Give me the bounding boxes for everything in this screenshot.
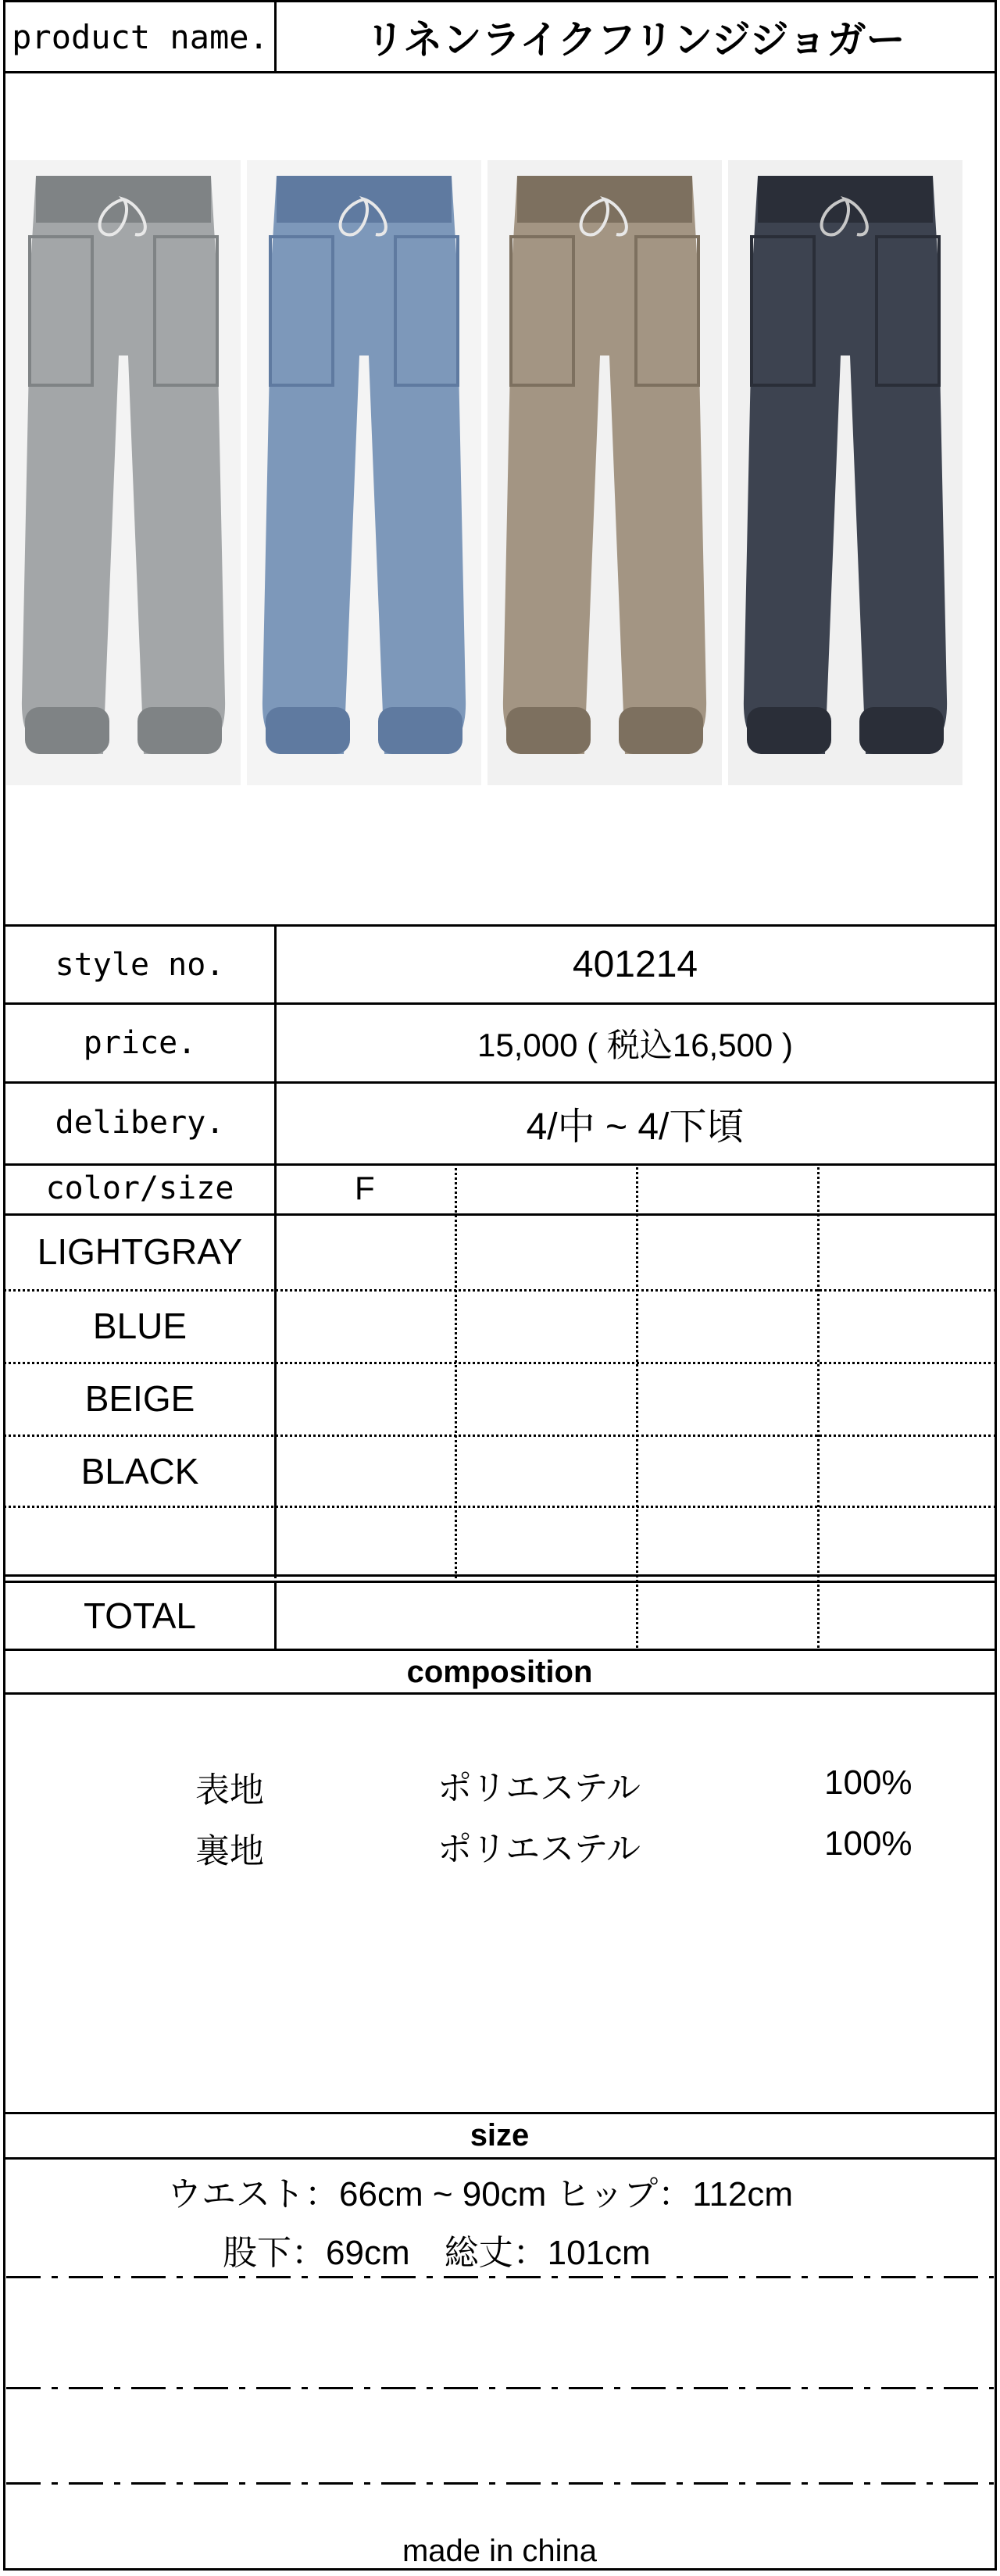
product-photo xyxy=(488,160,722,785)
product-name-label: product name. xyxy=(12,17,269,56)
divider xyxy=(274,1163,277,1578)
color-row-label: BLACK xyxy=(80,1451,199,1492)
composition-percent: 100% xyxy=(824,1824,912,1863)
price-label: price. xyxy=(83,1025,197,1061)
size-header: F xyxy=(355,1170,375,1206)
divider xyxy=(274,1581,277,1650)
composition-part: 裏地 xyxy=(195,1832,264,1870)
composition-material: ポリエステル xyxy=(438,1830,641,1868)
size-header xyxy=(820,1166,994,1211)
composition-material: ポリエステル xyxy=(438,1769,641,1807)
color-row-label: BEIGE xyxy=(84,1378,195,1419)
divider xyxy=(3,2157,997,2160)
delivery-label: delibery. xyxy=(55,1105,225,1141)
color-row-label: BLUE xyxy=(92,1306,188,1346)
size-measurements: 股下：69cm 総丈：101cm xyxy=(223,2234,651,2272)
product-photos xyxy=(6,156,975,793)
divider xyxy=(455,1163,457,1578)
size-header xyxy=(457,1166,636,1211)
product-photo xyxy=(6,160,241,785)
size-measurements: ウエスト：66cm ~ 90cm ヒップ：112cm xyxy=(167,2175,794,2213)
color-size-label: color/size xyxy=(45,1170,234,1206)
total-label: TOTAL xyxy=(84,1595,196,1636)
style-value: 401214 xyxy=(572,944,698,985)
divider xyxy=(3,1574,997,1577)
style-label: style no. xyxy=(55,946,225,983)
composition-part: 表地 xyxy=(195,1771,264,1810)
product-photo xyxy=(728,160,962,785)
product-name: リネンライクフリンジジョガー xyxy=(365,18,905,62)
price-value: 15,000 ( 税込16,500 ) xyxy=(477,1027,793,1063)
delivery-value: 4/中 ~ 4/下頃 xyxy=(526,1106,745,1148)
product-photo xyxy=(247,160,481,785)
size-title: size xyxy=(470,2117,530,2153)
composition-percent: 100% xyxy=(824,1763,912,1802)
divider xyxy=(3,1692,997,1695)
size-header xyxy=(638,1166,817,1211)
divider xyxy=(3,71,997,73)
divider xyxy=(6,2482,994,2485)
composition-title: composition xyxy=(406,1654,593,1689)
color-row-label xyxy=(5,1508,274,1577)
divider xyxy=(6,2276,994,2278)
divider xyxy=(6,2387,994,2389)
origin-note: made in china xyxy=(402,2533,598,2568)
color-row-label: LIGHTGRAY xyxy=(37,1231,243,1272)
